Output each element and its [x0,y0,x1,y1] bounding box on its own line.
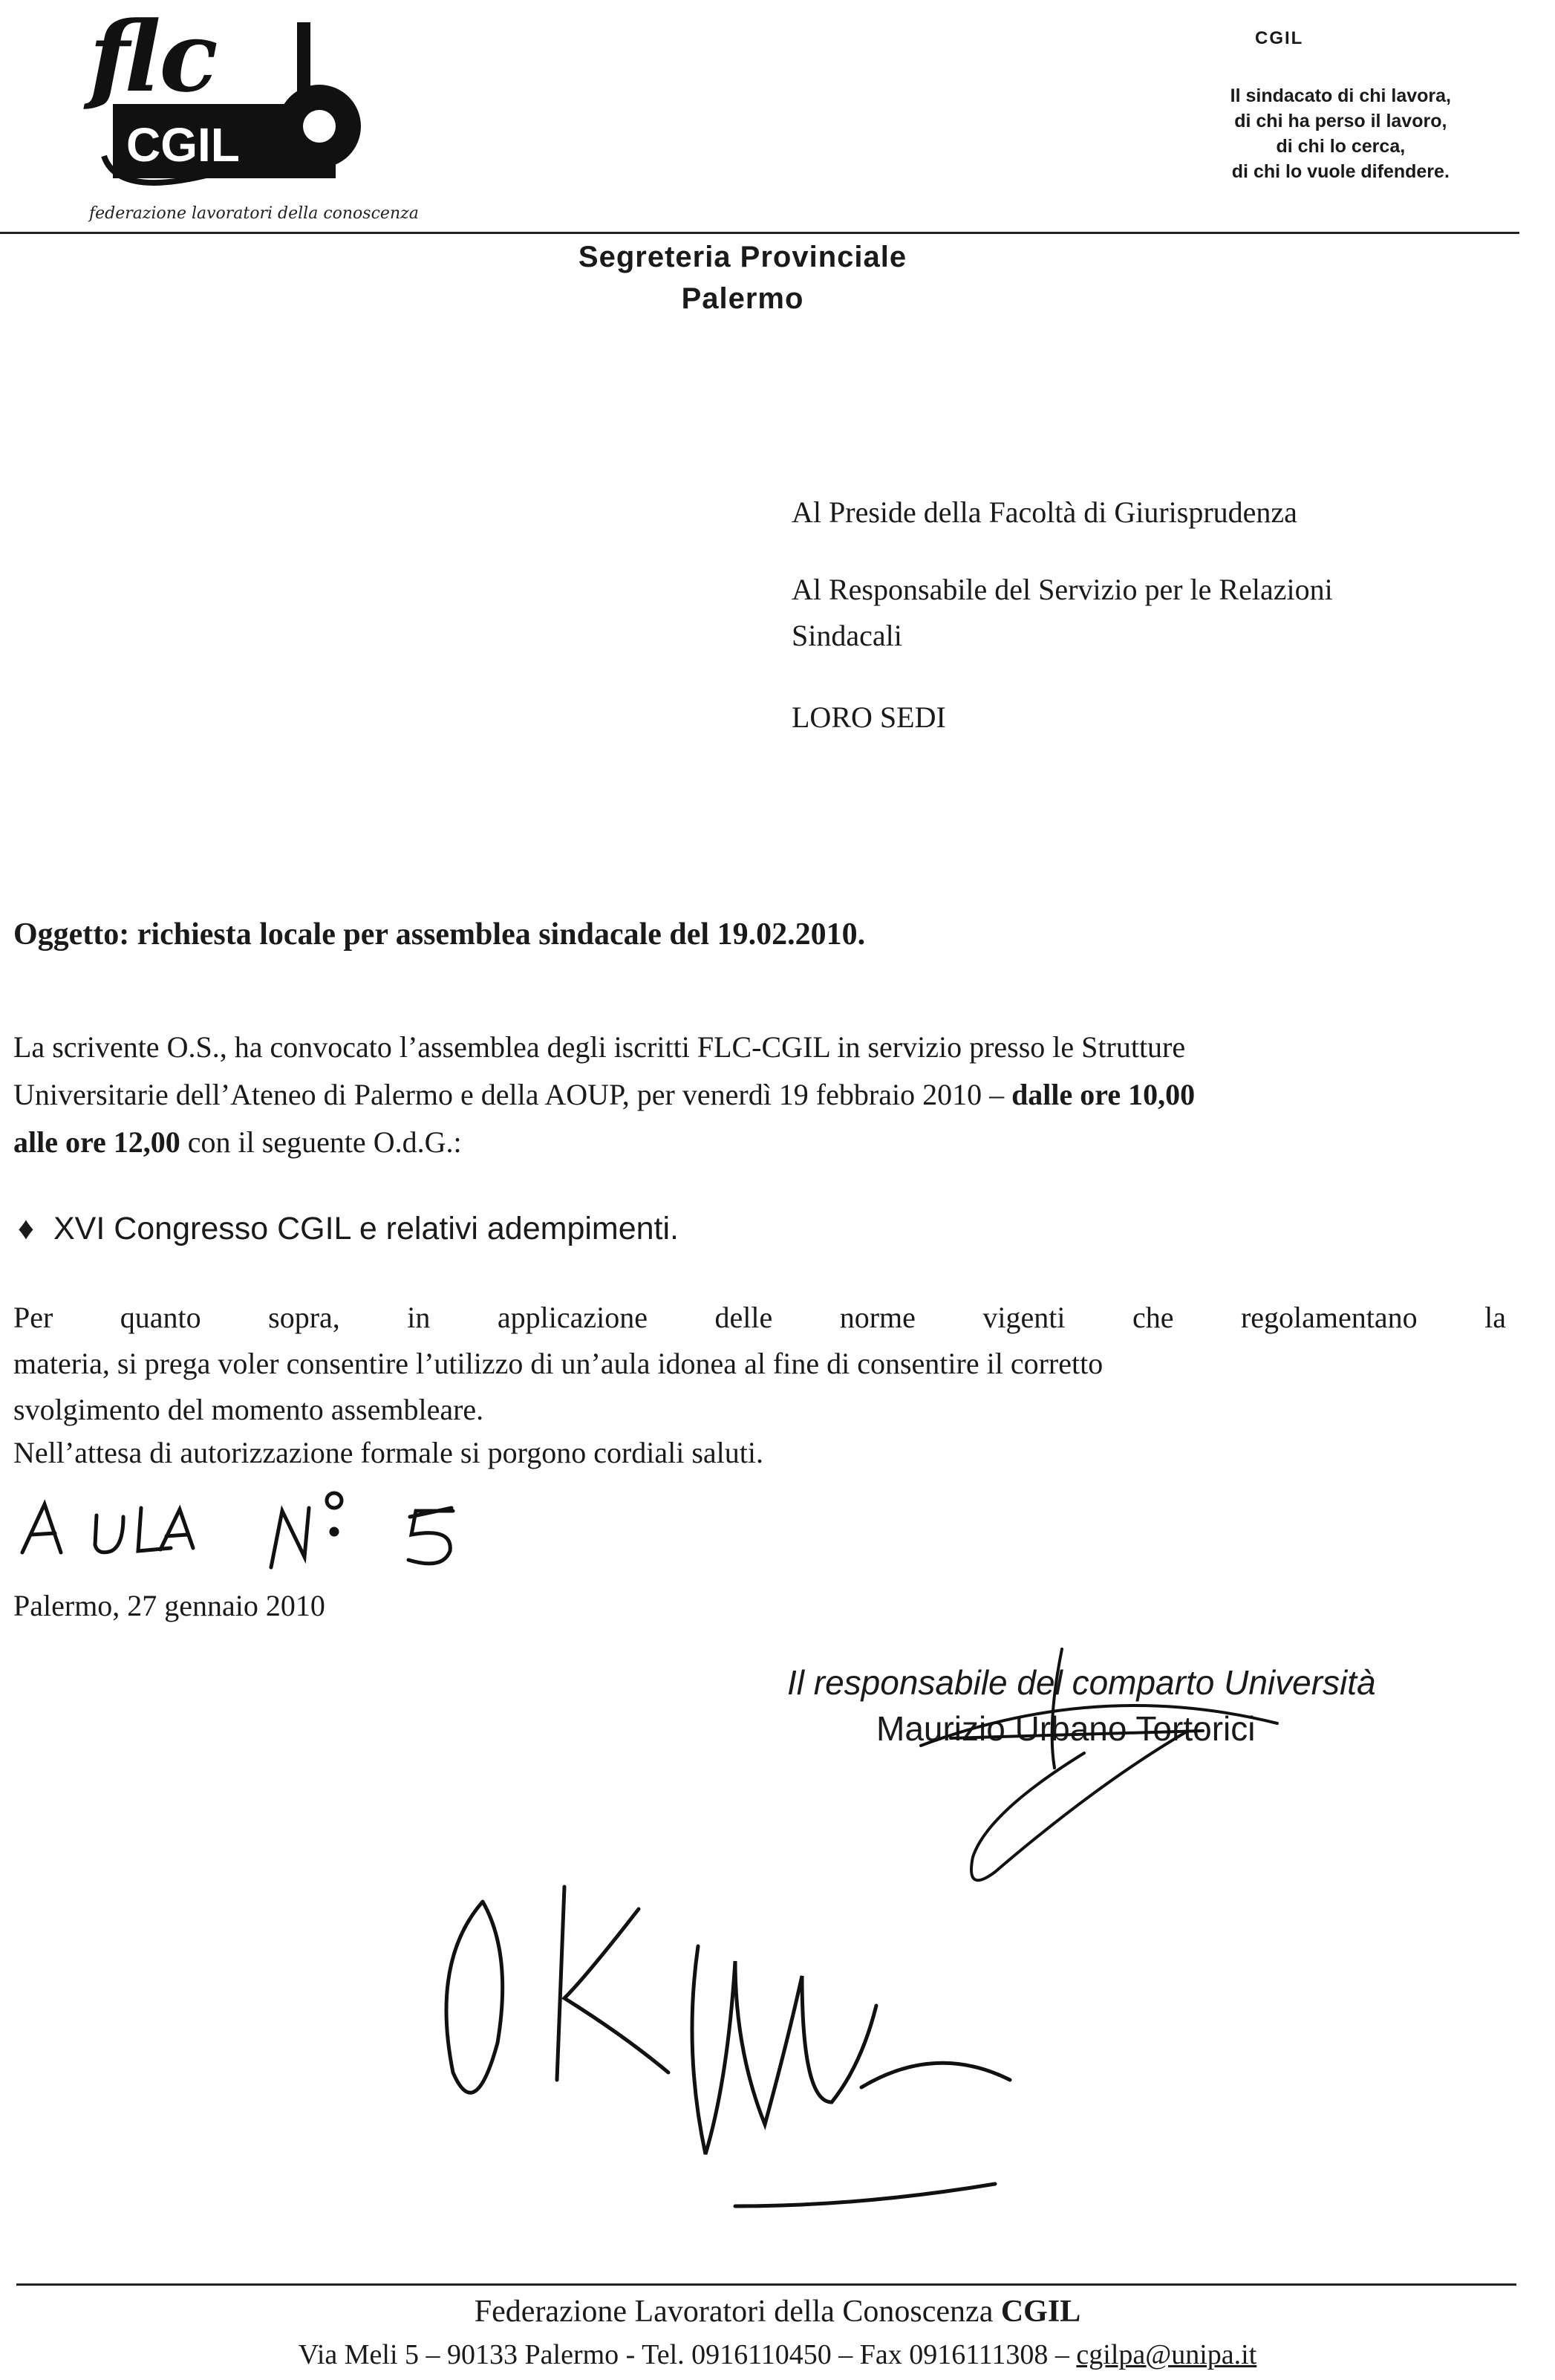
logo-flc-script: flc [89,0,218,114]
body-p2-line2: materia, si prega voler consentire l’utilizzo di un’aula idonea al fine di consentire il corretto [13,1347,1104,1380]
addressee-responsabile-line2: Sindacali [792,619,902,652]
body-p1-line2 [13,1074,1195,1116]
body-p1-line2-text: Universitarie dell’Ateneo di Palermo e della AOUP, per venerdì 19 febbraio 2010 – [13,1078,1012,1111]
footer-word-cgil: CGIL [1000,2295,1081,2329]
loro-sedi: LORO SEDI [792,700,946,734]
footer-word: Federazione [474,2295,627,2329]
body-p1-line3 [13,1122,462,1163]
org-name: CGIL [1255,28,1304,48]
header-divider [0,232,1519,234]
addressee-responsabile-line1: Al Responsabile del Servizio per le Relazioni [792,573,1333,606]
slogan-line: di chi lo vuole difendere. [1231,161,1450,182]
footer-word: Conoscenza [842,2295,994,2329]
body-p1-line1: La scrivente O.S., ha convocato l’assemblea degli iscritti FLC-CGIL in servizio presso le Strutture [13,1030,1186,1064]
diamond-bullet-icon: ♦ [18,1211,34,1246]
slogan-line: di chi lo cerca, [1276,136,1406,157]
date-line: Palermo, 27 gennaio 2010 [13,1589,325,1622]
agenda-item [18,1211,679,1247]
footer-word: Lavoratori [634,2295,766,2329]
handwritten-aula-note [15,1478,475,1590]
footer-email[interactable]: cgilpa@unipa.it [1076,2339,1257,2370]
addressee-preside: Al Preside della Facoltà di Giurisprudenza [792,495,1297,529]
office-heading [475,236,1010,319]
flc-cgil-logo [74,0,460,230]
logo-tagline: federazione lavoratori della conoscenza [89,204,419,223]
body-p1-line3-text: con il seguente O.d.G.: [180,1125,462,1159]
office-name: Segreteria Provinciale [578,241,907,273]
time-end: alle ore 12,00 [13,1125,180,1159]
body-p3: Nell’attesa di autorizzazione formale si porgono cordiali saluti. [13,1436,764,1469]
footer-contact [0,2338,1555,2371]
footer-org-name [0,2294,1555,2329]
slogan-line: Il sindacato di chi lavora, [1230,85,1451,106]
slogan-line: di chi ha perso il lavoro, [1234,111,1447,131]
logo-cgil-text: CGIL [126,118,240,172]
signatory-name: Maurizio Urbano Tortorici [876,1709,1256,1748]
body-p2-line3: svolgimento del momento assembleare. [13,1393,484,1426]
signatory-role: Il responsabile del comparto Università [787,1663,1376,1702]
subject-line: Oggetto: richiesta locale per assemblea sindacale del 19.02.2010. [13,917,866,952]
handwritten-ok-approval [416,1857,1084,2228]
body-p2-line1: Per quanto sopra, in applicazione delle norme vigenti che regolamentano la [13,1301,1506,1334]
time-start: dalle ore 10,00 [1011,1078,1196,1111]
slogan [1230,83,1451,184]
footer-address: Via Meli 5 – 90133 Palermo - Tel. 0916110450 – Fax 0916111308 – [298,2339,1077,2370]
footer-divider [16,2283,1516,2286]
footer-word: della [774,2295,835,2329]
office-city: Palermo [681,282,804,315]
agenda-item-text: XVI Congresso CGIL e relativi adempimenti. [53,1211,679,1246]
